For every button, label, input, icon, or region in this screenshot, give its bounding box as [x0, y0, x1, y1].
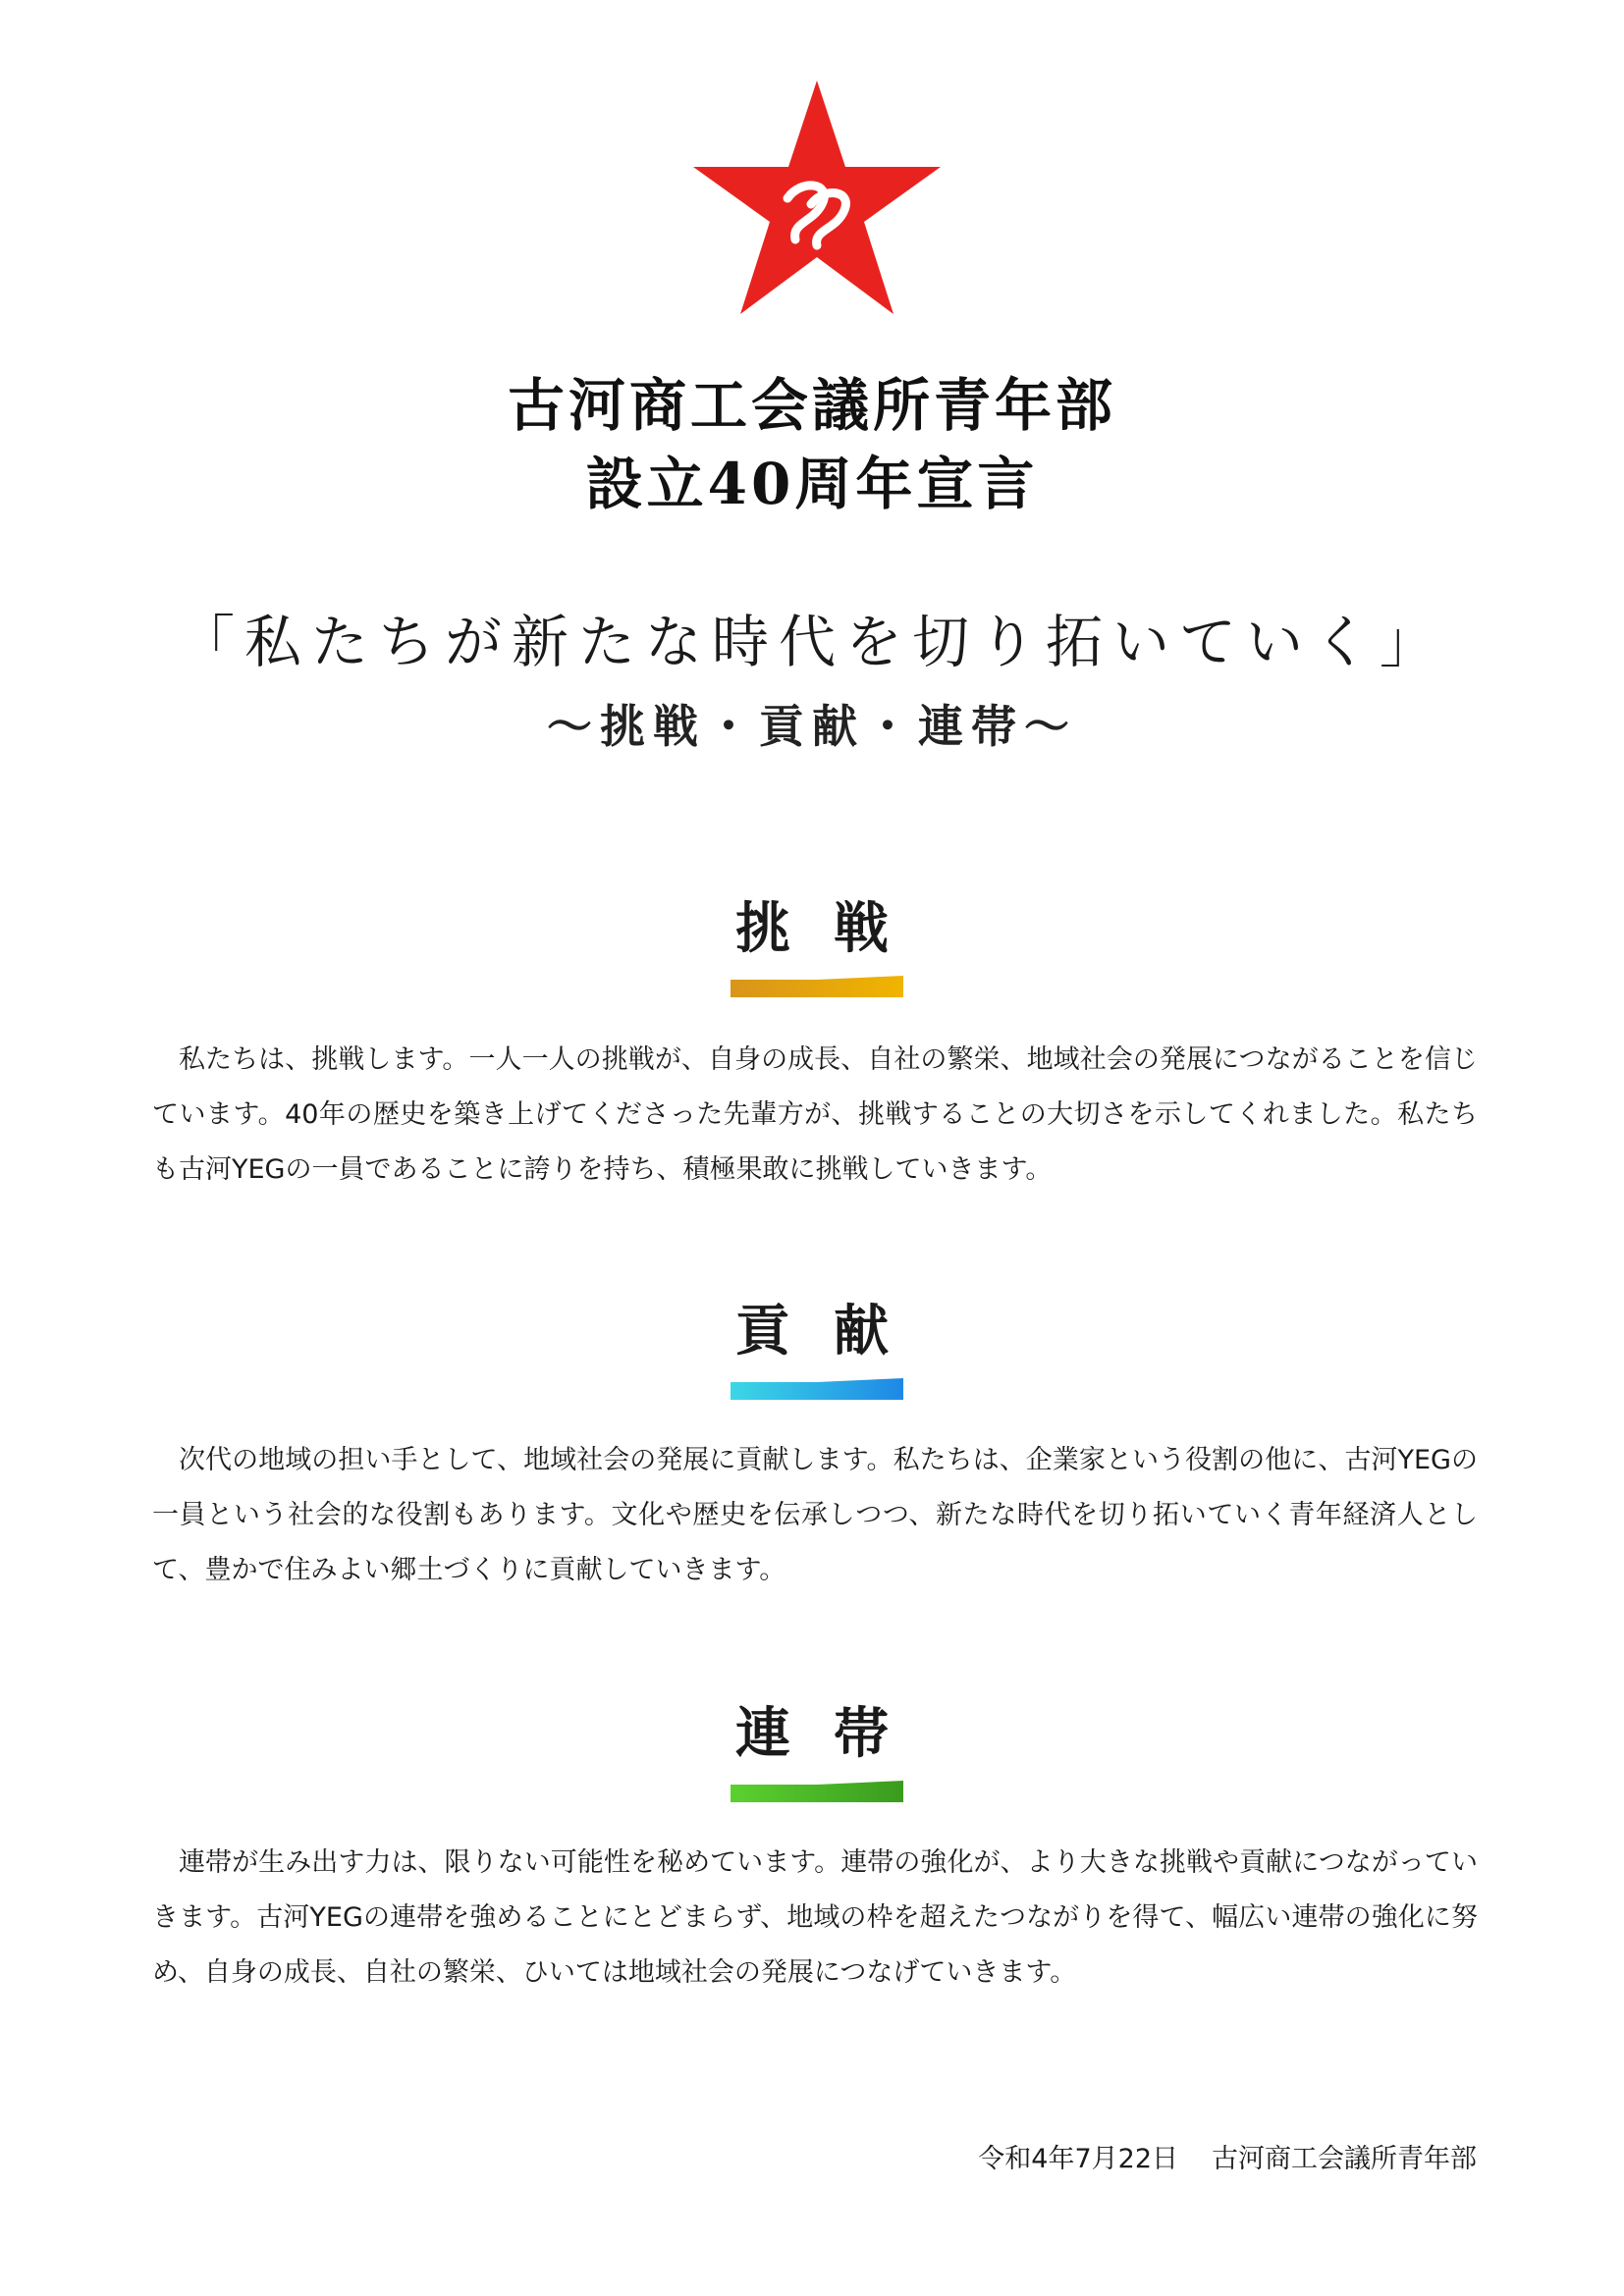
slogan-main: 「私たちが新たな時代を切り拓いていく」 [177, 609, 1446, 675]
section-heading-challenge: 挑戦 [735, 897, 932, 961]
section-heading-contribution: 貢献 [735, 1300, 932, 1363]
section-underline-contribution [731, 1378, 903, 1400]
section-text-solidarity: 連帯が生み出す力は、限りない可能性を秘めています。連帯の強化が、より大きな挑戦や貢献につながっていきます。古河YEGの連帯を強めることにとどまらず、地域の枠を超えたつながりを得て、幅広い連帯の強化に努め、自身の成長、自社の繁栄、ひいては地域社会の発展につなげていきます。 [152, 1847, 1478, 1988]
section-underline-solidarity [731, 1781, 903, 1802]
footer-date: 令和4年7月22日 [978, 2144, 1178, 2174]
page-title: 古河商工会議所青年部 [507, 372, 1116, 439]
section-text-contribution: 次代の地域の担い手として、地域社会の発展に貢献します。私たちは、企業家という役割の他に、古河YEGの一員という社会的な役割もあります。文化や歴史を伝承しつつ、新たな時代を切り拓いていく青年経済人として、豊かで住みよい郷土づくりに貢献していきます。 [152, 1445, 1478, 1585]
footer-organization: 古河商工会議所青年部 [1212, 2144, 1477, 2174]
section-text-challenge: 私たちは、挑戦します。一人一人の挑戦が、自身の成長、自社の繁栄、地域社会の発展につながることを信じています。40年の歴史を築き上げてくださった先輩方が、挑戦することの大切さを示してくれました。私たちも古河YEGの一員であることに誇りを持ち、積極果敢に挑戦していきます。 [152, 1044, 1478, 1185]
footer [978, 2140, 1477, 2179]
section-underline-challenge [731, 976, 903, 997]
section-heading-solidarity: 連帯 [735, 1702, 932, 1766]
slogan-sub: ～挑戦・貢献・連帯～ [547, 700, 1077, 753]
red-star-emblem-icon [693, 80, 941, 316]
page-subtitle: 設立40周年宣言 [585, 451, 1039, 517]
